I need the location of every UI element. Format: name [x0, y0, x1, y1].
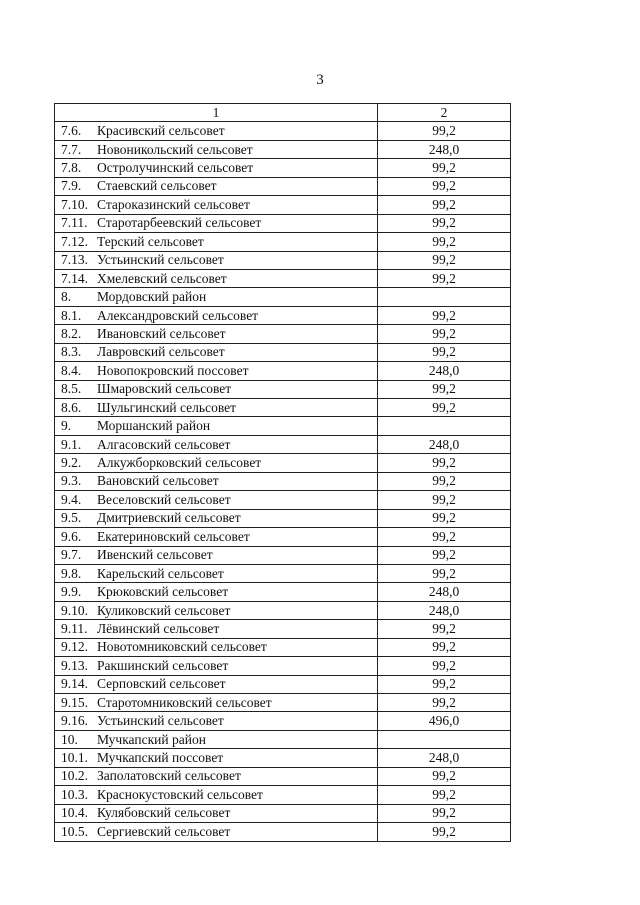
row-name: Краснокустовский сельсовет	[97, 786, 263, 802]
row-number: 7.13.	[61, 252, 88, 268]
table-row	[55, 306, 511, 324]
row-value: 99,2	[378, 233, 511, 251]
row-label-cell	[55, 620, 378, 638]
row-label-cell	[55, 694, 378, 712]
row-label-cell	[55, 509, 378, 527]
table-row	[55, 491, 511, 509]
row-value: 99,2	[378, 306, 511, 324]
row-label-cell	[55, 454, 378, 472]
row-name: Стаевский сельсовет	[97, 178, 217, 194]
row-value: 99,2	[378, 528, 511, 546]
row-number: 9.5.	[61, 510, 82, 526]
table-row	[55, 564, 511, 582]
table-row	[55, 214, 511, 232]
row-number: 8.2.	[61, 325, 82, 341]
table-row	[55, 454, 511, 472]
table-row	[55, 399, 511, 417]
row-label-cell	[55, 546, 378, 564]
row-name: Ивановский сельсовет	[97, 325, 226, 341]
table-row	[55, 140, 511, 158]
row-value: 248,0	[378, 140, 511, 158]
table-row	[55, 749, 511, 767]
row-value: 99,2	[378, 343, 511, 361]
table-row	[55, 712, 511, 730]
row-value: 99,2	[378, 694, 511, 712]
row-number: 7.9.	[61, 178, 82, 194]
row-number: 9.10.	[61, 602, 88, 618]
table-row	[55, 417, 511, 435]
row-value: 99,2	[378, 675, 511, 693]
row-number: 7.14.	[61, 270, 88, 286]
table-row	[55, 251, 511, 269]
column-header-2: 2	[378, 104, 511, 122]
row-number: 9.11.	[61, 620, 88, 636]
table-row	[55, 288, 511, 306]
row-number: 9.2.	[61, 455, 82, 471]
row-value	[378, 288, 511, 306]
table-row	[55, 620, 511, 638]
row-label-cell	[55, 177, 378, 195]
row-label-cell	[55, 749, 378, 767]
row-label-cell	[55, 325, 378, 343]
row-name: Мучкапский поссовет	[97, 750, 224, 766]
row-name: Алгасовский сельсовет	[97, 436, 231, 452]
row-name: Шмаровский сельсовет	[97, 381, 232, 397]
row-number: 10.2.	[61, 768, 88, 784]
row-number: 9.	[61, 418, 72, 434]
row-name: Екатериновский сельсовет	[97, 528, 250, 544]
row-value: 99,2	[378, 159, 511, 177]
row-value: 99,2	[378, 380, 511, 398]
row-value: 99,2	[378, 786, 511, 804]
row-number: 8.4.	[61, 362, 82, 378]
row-number: 9.15.	[61, 694, 88, 710]
row-name: Шульгинский сельсовет	[97, 399, 237, 415]
table-row	[55, 767, 511, 785]
row-name: Новопокровский поссовет	[97, 362, 249, 378]
row-label-cell	[55, 417, 378, 435]
row-number: 9.7.	[61, 547, 82, 563]
row-name: Карельский сельсовет	[97, 565, 224, 581]
row-number: 9.9.	[61, 584, 82, 600]
table-row	[55, 233, 511, 251]
row-number: 9.8.	[61, 565, 82, 581]
table-row	[55, 343, 511, 361]
row-number: 7.11.	[61, 215, 88, 231]
row-label-cell	[55, 564, 378, 582]
row-label-cell	[55, 306, 378, 324]
row-number: 9.16.	[61, 713, 88, 729]
row-number: 7.10.	[61, 196, 88, 212]
row-name: Куликовский сельсовет	[97, 602, 231, 618]
row-number: 7.8.	[61, 160, 82, 176]
row-label-cell	[55, 767, 378, 785]
row-label-cell	[55, 122, 378, 140]
row-number: 10.	[61, 731, 78, 747]
table-row	[55, 601, 511, 619]
row-value: 99,2	[378, 251, 511, 269]
row-label-cell	[55, 435, 378, 453]
row-name: Староказинский сельсовет	[97, 196, 250, 212]
table-row	[55, 159, 511, 177]
table-row	[55, 509, 511, 527]
row-number: 9.3.	[61, 473, 82, 489]
row-number: 9.1.	[61, 436, 82, 452]
row-number: 9.12.	[61, 639, 88, 655]
row-name: Ракшинский сельсовет	[97, 657, 229, 673]
row-number: 8.	[61, 289, 72, 305]
table-row	[55, 269, 511, 287]
row-value: 99,2	[378, 657, 511, 675]
row-label-cell	[55, 269, 378, 287]
row-number: 10.4.	[61, 805, 88, 821]
row-name: Вановский сельсовет	[97, 473, 219, 489]
row-value: 248,0	[378, 749, 511, 767]
row-name: Терский сельсовет	[97, 233, 204, 249]
row-value: 496,0	[378, 712, 511, 730]
table-row	[55, 730, 511, 748]
row-name: Мордовский район	[97, 289, 207, 305]
table-row	[55, 122, 511, 140]
row-label-cell	[55, 638, 378, 656]
column-header-1: 1	[55, 104, 378, 122]
row-number: 8.3.	[61, 344, 82, 360]
row-value: 99,2	[378, 546, 511, 564]
table-row	[55, 196, 511, 214]
table-row	[55, 380, 511, 398]
row-name: Лавровский сельсовет	[97, 344, 225, 360]
row-name: Сергиевский сельсовет	[97, 823, 231, 839]
row-value	[378, 417, 511, 435]
row-name: Алкужборковский сельсовет	[97, 455, 262, 471]
table-row	[55, 435, 511, 453]
row-value: 99,2	[378, 177, 511, 195]
row-name: Моршанский район	[97, 418, 211, 434]
row-name: Устьинский сельсовет	[97, 713, 224, 729]
row-name: Дмитриевский сельсовет	[97, 510, 241, 526]
row-label-cell	[55, 196, 378, 214]
row-value: 99,2	[378, 454, 511, 472]
row-label-cell	[55, 399, 378, 417]
row-number: 9.13.	[61, 657, 88, 673]
row-name: Заполатовский сельсовет	[97, 768, 241, 784]
table-row	[55, 804, 511, 822]
row-label-cell	[55, 786, 378, 804]
row-label-cell	[55, 380, 378, 398]
row-name: Ивенский сельсовет	[97, 547, 213, 563]
row-label-cell	[55, 675, 378, 693]
row-name: Новоникольский сельсовет	[97, 141, 253, 157]
row-number: 8.5.	[61, 381, 82, 397]
table-row	[55, 694, 511, 712]
row-name: Кулябовский сельсовет	[97, 805, 231, 821]
row-value: 99,2	[378, 620, 511, 638]
row-name: Хмелевский сельсовет	[97, 270, 227, 286]
row-value: 248,0	[378, 362, 511, 380]
table-row	[55, 675, 511, 693]
row-value: 99,2	[378, 767, 511, 785]
table-row	[55, 325, 511, 343]
row-value: 248,0	[378, 583, 511, 601]
row-value	[378, 730, 511, 748]
table-row	[55, 546, 511, 564]
row-name: Остролучинский сельсовет	[97, 160, 254, 176]
row-name: Крюковский сельсовет	[97, 584, 229, 600]
row-name: Веселовский сельсовет	[97, 491, 231, 507]
row-value: 99,2	[378, 823, 511, 841]
row-number: 10.5.	[61, 823, 88, 839]
row-value: 248,0	[378, 601, 511, 619]
row-number: 10.3.	[61, 786, 88, 802]
row-name: Лёвинский сельсовет	[97, 620, 220, 636]
table-row	[55, 177, 511, 195]
row-value: 99,2	[378, 564, 511, 582]
row-label-cell	[55, 214, 378, 232]
row-number: 7.7.	[61, 141, 82, 157]
row-value: 99,2	[378, 472, 511, 490]
row-number: 9.4.	[61, 491, 82, 507]
row-name: Красивский сельсовет	[97, 123, 225, 139]
row-label-cell	[55, 288, 378, 306]
table-row	[55, 362, 511, 380]
table-row	[55, 657, 511, 675]
table-row	[55, 638, 511, 656]
row-label-cell	[55, 528, 378, 546]
row-number: 7.6.	[61, 123, 82, 139]
row-label-cell	[55, 823, 378, 841]
row-label-cell	[55, 362, 378, 380]
row-name: Мучкапский район	[97, 731, 206, 747]
row-value: 99,2	[378, 196, 511, 214]
row-name: Устьинский сельсовет	[97, 252, 224, 268]
row-label-cell	[55, 140, 378, 158]
row-label-cell	[55, 583, 378, 601]
table-row	[55, 472, 511, 490]
row-label-cell	[55, 159, 378, 177]
row-value: 99,2	[378, 325, 511, 343]
table-row	[55, 823, 511, 841]
row-label-cell	[55, 472, 378, 490]
row-label-cell	[55, 251, 378, 269]
row-number: 8.6.	[61, 399, 82, 415]
allocation-table	[54, 103, 511, 842]
row-label-cell	[55, 343, 378, 361]
row-label-cell	[55, 657, 378, 675]
row-value: 99,2	[378, 399, 511, 417]
row-number: 9.14.	[61, 676, 88, 692]
row-value: 99,2	[378, 509, 511, 527]
row-value: 99,2	[378, 122, 511, 140]
row-value: 99,2	[378, 638, 511, 656]
table-body	[55, 122, 511, 841]
row-name: Александровский сельсовет	[97, 307, 259, 323]
row-value: 99,2	[378, 269, 511, 287]
row-label-cell	[55, 491, 378, 509]
row-number: 9.6.	[61, 528, 82, 544]
table-header-row	[55, 104, 511, 122]
row-label-cell	[55, 601, 378, 619]
table-row	[55, 786, 511, 804]
row-value: 99,2	[378, 214, 511, 232]
row-number: 8.1.	[61, 307, 82, 323]
row-value: 99,2	[378, 804, 511, 822]
row-name: Старотарбеевский сельсовет	[97, 215, 262, 231]
row-label-cell	[55, 730, 378, 748]
row-label-cell	[55, 233, 378, 251]
row-number: 7.12.	[61, 233, 88, 249]
page-number: 3	[316, 72, 324, 88]
table-row	[55, 583, 511, 601]
row-value: 248,0	[378, 435, 511, 453]
table-row	[55, 528, 511, 546]
row-name: Старотомниковский сельсовет	[97, 694, 272, 710]
row-label-cell	[55, 712, 378, 730]
row-name: Серповский сельсовет	[97, 676, 226, 692]
row-value: 99,2	[378, 491, 511, 509]
row-number: 10.1.	[61, 750, 88, 766]
row-name: Новотомниковский сельсовет	[97, 639, 267, 655]
row-label-cell	[55, 804, 378, 822]
